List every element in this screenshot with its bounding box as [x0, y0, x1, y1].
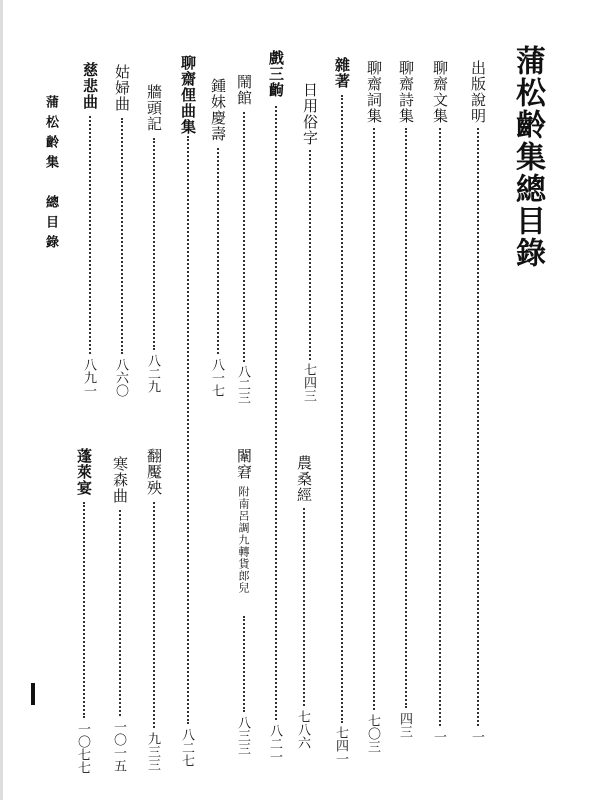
toc-section-heading: 聊齋俚曲集 [179, 55, 197, 135]
toc-entry-label: 出版說明 [469, 60, 487, 124]
leader-dots [275, 106, 277, 720]
running-header-section: 總目錄 [43, 195, 58, 255]
leader-dots [303, 508, 305, 706]
toc-entry-page: 八六〇 [113, 358, 128, 397]
toc-entry-page: 四三 [397, 712, 412, 738]
toc-entry-page: 七四一 [333, 726, 348, 765]
toc-entry-page: 八二三 [235, 365, 250, 404]
leader-dots [119, 510, 121, 716]
leader-dots [89, 116, 91, 354]
running-header-book: 蒲松齡集 [43, 95, 58, 175]
page-edge [0, 0, 3, 800]
leader-dots [187, 136, 189, 724]
toc-entry-page: 七八六 [295, 710, 310, 749]
toc-entry-page: 一〇一五 [111, 720, 126, 772]
toc-entry-label: 聊齋文集 [431, 60, 449, 124]
leader-dots [477, 128, 479, 726]
toc-entry-label: 寒森曲 [111, 456, 129, 504]
toc-entry-label: 聊齋詞集 [365, 60, 383, 124]
toc-entry-page: 七〇三 [365, 714, 380, 753]
toc-entry-label: 鬧館 [235, 74, 253, 106]
leader-dots [243, 616, 245, 712]
toc-entry-page: 八一七 [209, 358, 224, 397]
leader-dots [83, 502, 85, 718]
leader-dots [217, 148, 219, 354]
toc-entry-label: 闈窘 [235, 448, 253, 480]
toc-entry-label: 翻魘殃 [145, 448, 163, 496]
toc-entry-label: 日用俗字 [301, 82, 319, 146]
leader-dots [153, 502, 155, 728]
page-title: 蒲松齡集總目錄 [510, 45, 545, 269]
leader-dots [153, 138, 155, 350]
toc-section-heading: 戲三齣 [267, 50, 285, 98]
toc-entry-page: 八二七 [179, 728, 194, 767]
toc-entry-label: 慈悲曲 [81, 62, 99, 110]
toc-entry-label: 鍾妹慶壽 [209, 78, 227, 142]
toc-entry-label: 農桑經 [295, 455, 313, 503]
leader-dots [309, 150, 311, 360]
toc-entry-note: 附南呂調九轉貨郎兒 [237, 486, 250, 594]
toc-entry-page: 一 [469, 730, 484, 743]
toc-entry-label: 蓬萊宴 [75, 448, 93, 496]
toc-entry-label: 牆頭記 [145, 84, 163, 132]
running-header [44, 95, 57, 255]
toc-entry-page: 八三三 [235, 716, 250, 755]
toc-entry-page: 一 [431, 730, 446, 743]
toc-entry-label: 聊齋詩集 [397, 60, 415, 124]
leader-dots [405, 128, 407, 708]
leader-dots [341, 95, 343, 723]
toc-entry-label: 姑婦曲 [113, 64, 131, 112]
leader-dots [373, 128, 375, 710]
toc-entry-page: 一〇七七 [75, 722, 90, 774]
toc-entry-page: 八二九 [145, 354, 160, 393]
toc-section-heading: 雜著 [333, 57, 351, 89]
toc-entry-page: 九三三 [145, 732, 160, 771]
running-header-gap [43, 175, 58, 195]
folio-number [31, 683, 35, 705]
leader-dots [243, 112, 245, 362]
leader-dots [439, 128, 441, 726]
leader-dots [121, 118, 123, 354]
toc-entry-page: 七四三 [301, 363, 316, 402]
toc-entry-page: 八九一 [81, 358, 96, 397]
toc-entry-page: 八二一 [267, 724, 282, 763]
